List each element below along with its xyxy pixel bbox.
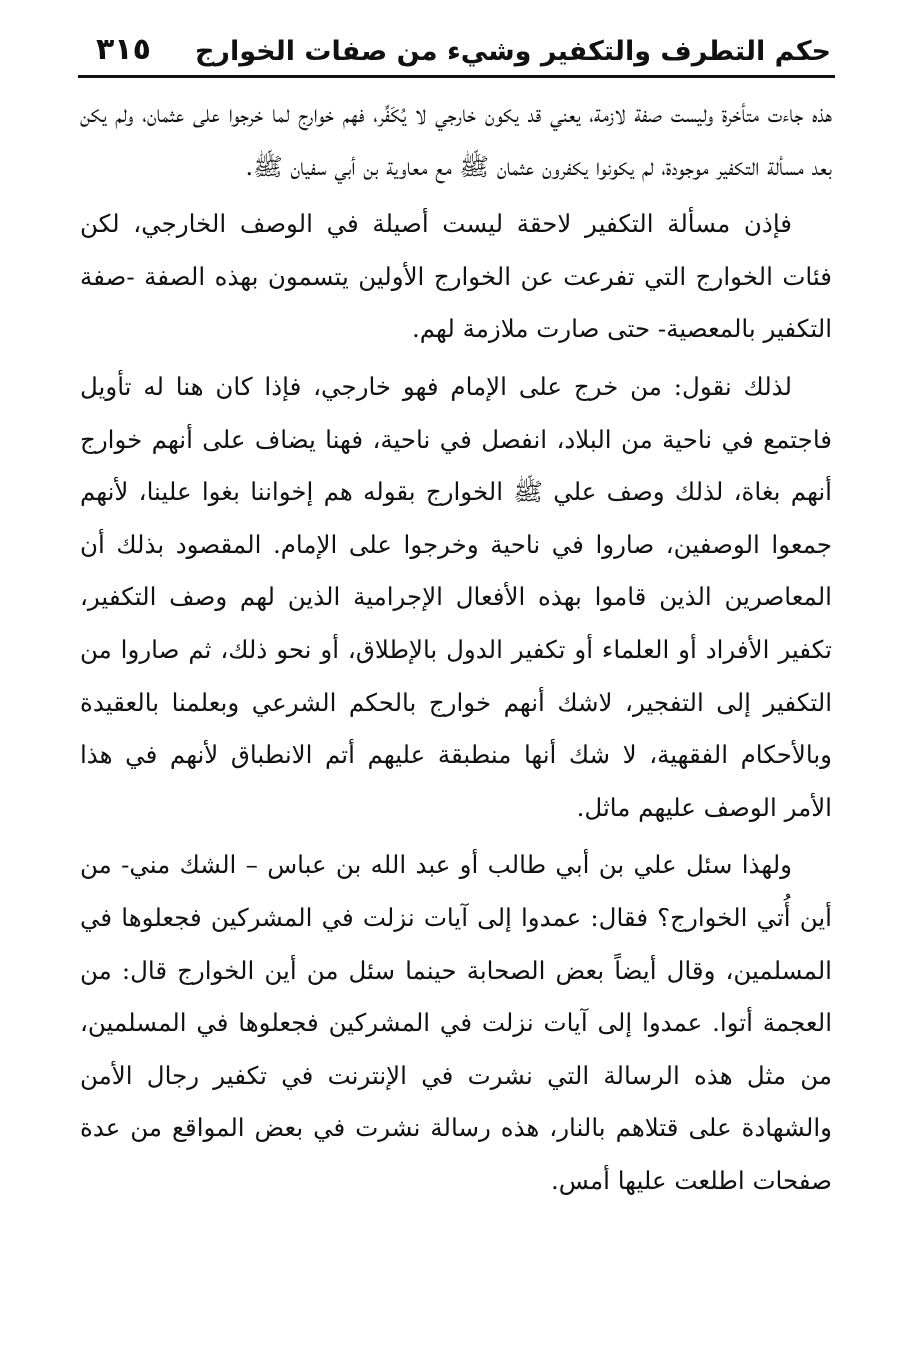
running-title: حكم التطرف والتكفير وشيء من صفات الخوارج <box>194 36 831 67</box>
body-text <box>80 88 832 1212</box>
paragraph-2: فإذن مسألة التكفير لاحقة ليست أصيلة في الوصف الخارجي، لكن فئات الخوارج التي تفرعت عن الخوارج الأولين يتسمون بهذه الصفة -صفة التكفير بالمعصية- حتى صارت ملازمة لهم. <box>80 209 832 344</box>
paragraph-3: لذلك نقول: من خرج على الإمام فهو خارجي، فإذا كان هنا له تأويل فاجتمع في ناحية من البلاد، انفصل في ناحية، فهنا يضاف على أنهم خوارج أنهم بغاة، لذلك وصف علي ﷺ الخوارج بقوله هم إخواننا بغوا علينا، لأنهم جمعوا الوصفين، صاروا في ناحية وخرجوا على الإمام. المقصود بذلك أن المعاصرين الذين قاموا بهذه الأفعال الإجرامية الذين لهم وصف التكفير، تكفير الأفراد أو العلماء أو تكفير الدول بالإطلاق، أو نحو ذلك، ثم صاروا من التكفير إلى التفجير، لاشك أنهم خوارج بالحكم الشرعي وبعلمنا بالعقيدة وبالأحكام الفقهية، لا شك أنها منطبقة عليهم أتم الانطباق لأنهم في هذا الأمر الوصف عليهم ماثل. <box>80 371 832 822</box>
paragraph-4: ولهذا سئل علي بن أبي طالب أو عبد الله بن عباس – الشك مني- من أين أُتي الخوارج؟ فقال: عمدوا إلى آيات نزلت في المشركين فجعلوها في المسلمين، وقال أيضاً بعض الصحابة حينما سئل من أين الخوارج قال: من العجمة أتوا. عمدوا إلى آيات نزلت في المشركين فجعلوها في المسلمين، من مثل هذه الرسالة التي نشرت في الإنترنت في تكفير رجال الأمن والشهادة على قتلاهم بالنار، هذه رسالة نشرت في بعض المواقع من عدة صفحات اطلعت عليها أمس. <box>80 850 832 1195</box>
header-rule <box>78 75 835 78</box>
running-header <box>78 30 835 78</box>
page-number: ٣١٥ <box>96 32 151 67</box>
paragraph-1: هذه جاءت متأخرة وليست صفة لازمة، يعني قد يكون خارجي لا يُكَفِّر، فهم خوارج لما خرجوا على عثمان، ولم يكن بعد مسألة التكفير موجودة، لم يكونوا يكفرون عثمان ﷺ مع معاوية بن أبي سفيان ﷺ. <box>80 99 832 181</box>
